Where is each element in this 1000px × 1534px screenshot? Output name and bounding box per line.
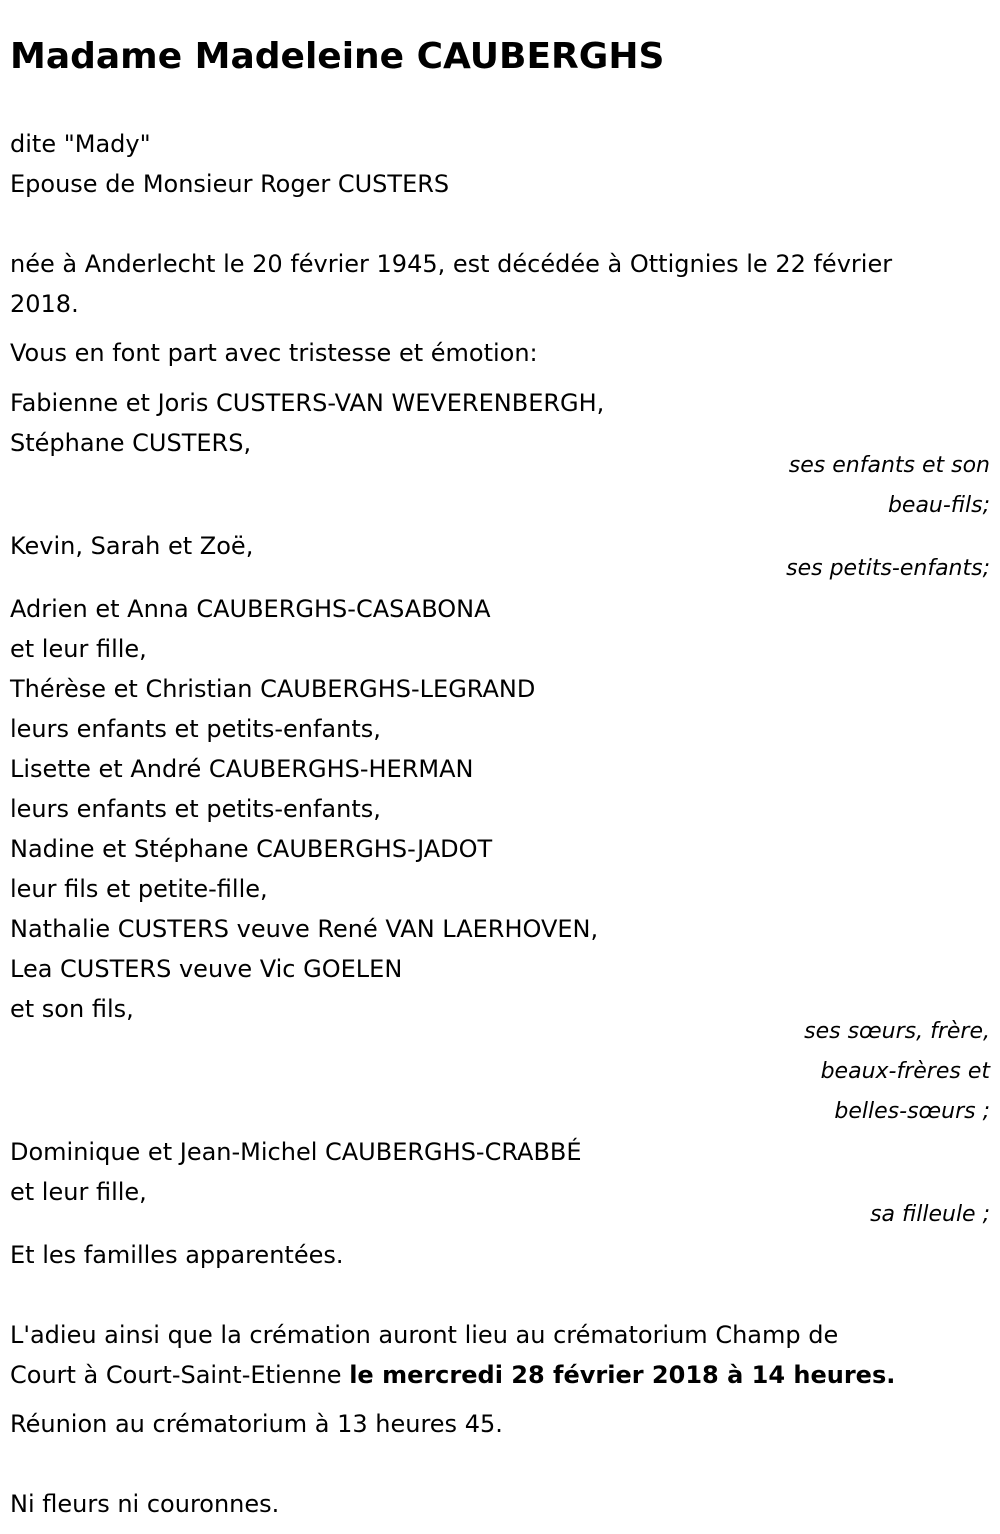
spouse-line: Epouse de Monsieur Roger CUSTERS: [10, 170, 450, 198]
goddaughter-name: et leur fille,: [10, 1178, 147, 1206]
announcement-line: Vous en font part avec tristesse et émotion:: [10, 339, 538, 367]
grandchildren-relation: ses petits-enfants;: [786, 556, 990, 581]
families-line: Et les familles apparentées.: [10, 1241, 344, 1269]
goddaughter-name: Dominique et Jean-Michel CAUBERGHS-CRABBÉ: [10, 1138, 582, 1166]
nickname-line: dite "Mady": [10, 130, 151, 158]
siblings-relation: ses sœurs, frère,: [804, 1019, 990, 1044]
birth-death-line-1: née à Anderlecht le 20 février 1945, est décédée à Ottignies le 22 février: [10, 250, 893, 278]
ceremony-line-1: L'adieu ainsi que la crémation auront lieu au crématorium Champ de: [10, 1321, 839, 1349]
closing-line: Ni fleurs ni couronnes.: [10, 1490, 280, 1518]
goddaughter-relation: sa filleule ;: [870, 1202, 990, 1227]
children-relation: ses enfants et son: [788, 453, 990, 478]
gathering-line: Réunion au crématorium à 13 heures 45.: [10, 1410, 503, 1438]
sibling-name: et leur fille,: [10, 635, 147, 663]
sibling-name: Thérèse et Christian CAUBERGHS-LEGRAND: [10, 675, 536, 703]
birth-death-line-2: 2018.: [10, 290, 79, 318]
ceremony-line-2: [10, 1355, 895, 1395]
children-name: Stéphane CUSTERS,: [10, 429, 252, 457]
grandchildren-name: Kevin, Sarah et Zoë,: [10, 532, 254, 560]
children-relation: beau-fils;: [887, 493, 990, 518]
siblings-relation: belles-sœurs ;: [834, 1099, 990, 1124]
siblings-relation: beaux-frères et: [820, 1059, 990, 1084]
sibling-name: Nadine et Stéphane CAUBERGHS-JADOT: [10, 835, 493, 863]
sibling-name: Lisette et André CAUBERGHS-HERMAN: [10, 755, 474, 783]
sibling-name: et son fils,: [10, 995, 134, 1023]
sibling-name: Nathalie CUSTERS veuve René VAN LAERHOVEN,: [10, 915, 599, 943]
ceremony-location: Court à Court-Saint-Etienne: [10, 1361, 350, 1389]
sibling-name: leurs enfants et petits-enfants,: [10, 715, 381, 743]
ceremony-date: le mercredi 28 février 2018 à 14 heures.: [349, 1361, 896, 1389]
sibling-name: leur fils et petite-fille,: [10, 875, 268, 903]
sibling-name: Lea CUSTERS veuve Vic GOELEN: [10, 955, 403, 983]
sibling-name: leurs enfants et petits-enfants,: [10, 795, 381, 823]
children-name: Fabienne et Joris CUSTERS-VAN WEVERENBERGH,: [10, 389, 605, 417]
sibling-name: Adrien et Anna CAUBERGHS-CASABONA: [10, 595, 491, 623]
page-title: Madame Madeleine CAUBERGHS: [10, 36, 665, 77]
